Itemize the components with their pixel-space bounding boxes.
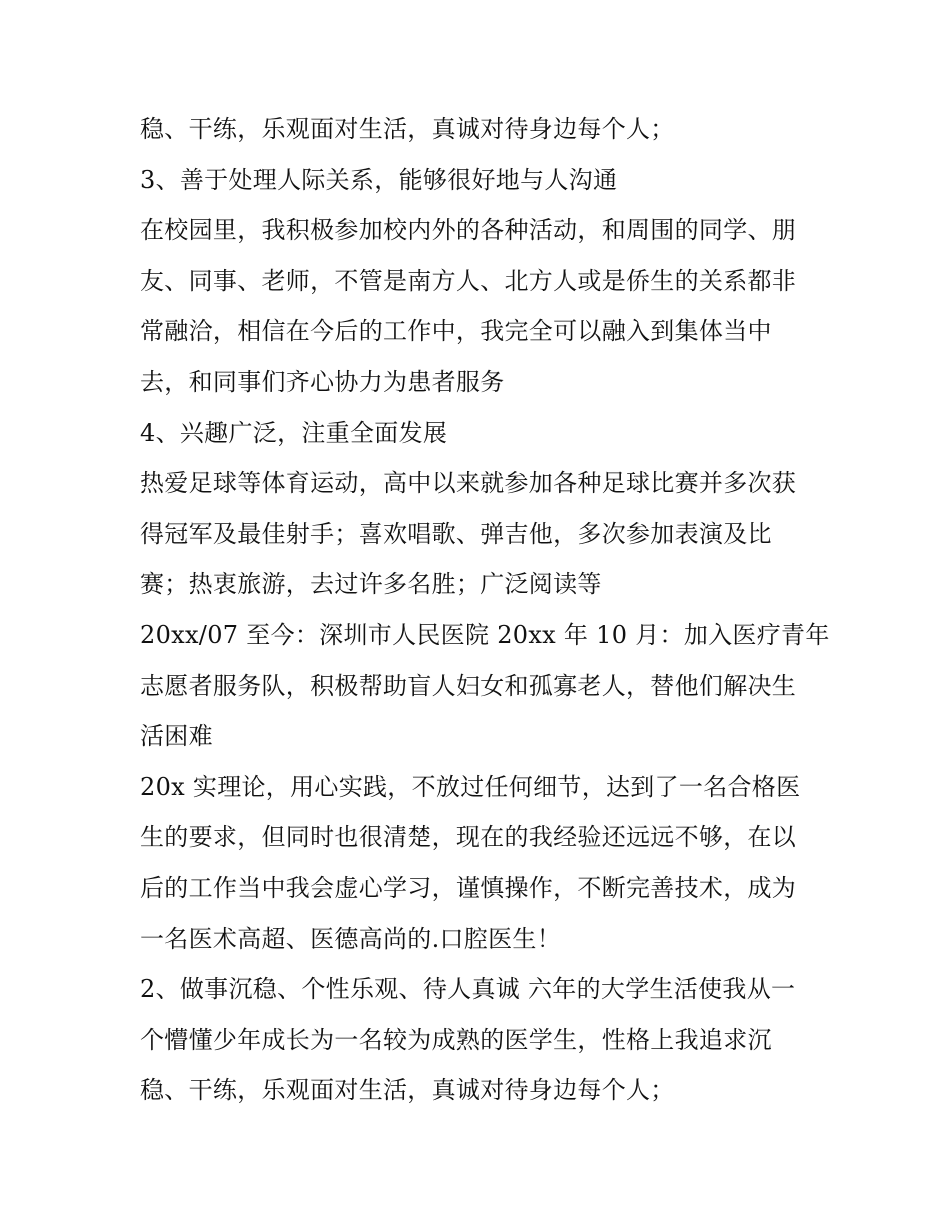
text-line: 在校园里，我积极参加校内外的各种活动，和周围的同学、朋	[140, 216, 797, 245]
text-line: 赛；热衷旅游，去过许多名胜；广泛阅读等	[140, 570, 602, 599]
text-line: 得冠军及最佳射手；喜欢唱歌、弹吉他，多次参加表演及比	[140, 519, 772, 548]
text-line: 一名医术高超、医德高尚的.口腔医生！	[140, 924, 562, 953]
section-heading: 4、兴趣广泛，注重全面发展	[140, 418, 448, 447]
text-line: 热爱足球等体育运动，高中以来就参加各种足球比赛并多次获	[140, 469, 797, 498]
text-line: 稳、干练，乐观面对生活，真诚对待身边每个人；	[140, 1076, 675, 1105]
text-line: 去，和同事们齐心协力为患者服务	[140, 367, 505, 396]
text-line: 后的工作当中我会虚心学习，谨慎操作，不断完善技术，成为	[140, 873, 797, 902]
section-heading: 2、做事沉稳、个性乐观、待人真诚 六年的大学生活使我从一	[140, 975, 796, 1004]
text-line: 稳、干练，乐观面对生活，真诚对待身边每个人；	[140, 115, 675, 143]
text-line: 个懵懂少年成长为一名较为成熟的医学生，性格上我追求沉	[140, 1025, 772, 1054]
document-body	[140, 104, 830, 1116]
text-line: 常融洽，相信在今后的工作中，我完全可以融入到集体当中	[140, 317, 772, 346]
text-line: 志愿者服务队，积极帮助盲人妇女和孤寡老人，替他们解决生	[140, 671, 797, 700]
text-line: 友、同事、老师，不管是南方人、北方人或是侨生的关系都非	[140, 266, 797, 295]
section-heading: 3、善于处理人际关系，能够很好地与人沟通	[140, 165, 618, 194]
text-line: 活困难	[140, 722, 213, 751]
text-line: 20x 实理论，用心实践，不放过任何细节，达到了一名合格医	[140, 772, 801, 801]
text-line: 20xx/07 至今：深圳市人民医院 20xx 年 10 月：加入医疗青年	[140, 620, 830, 649]
text-line: 生的要求，但同时也很清楚，现在的我经验还远远不够，在以	[140, 823, 797, 852]
